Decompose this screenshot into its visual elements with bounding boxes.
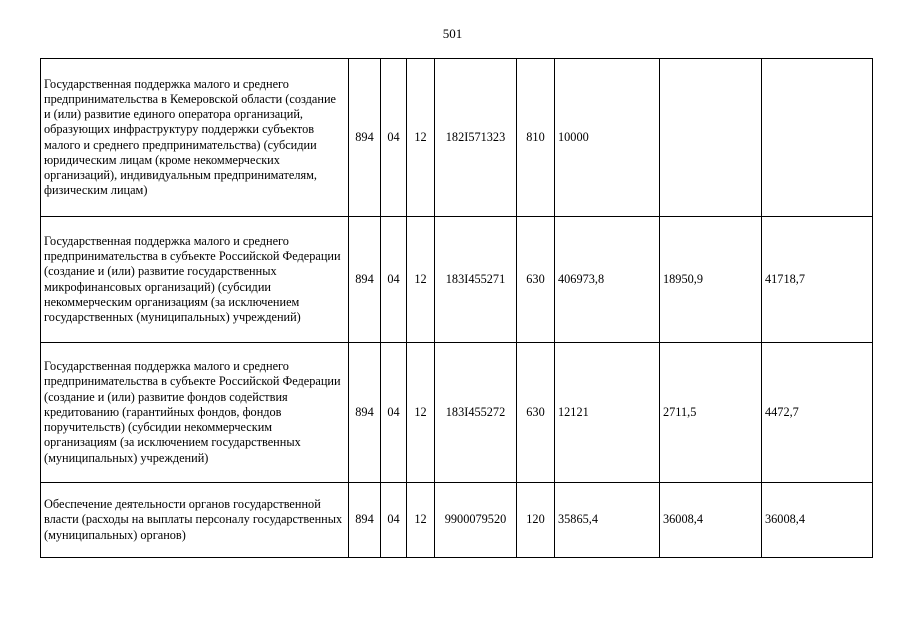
row-amount3 <box>762 59 873 217</box>
budget-table <box>40 58 873 558</box>
row-code1: 894 <box>349 217 381 343</box>
row-amount1: 12121 <box>555 343 660 483</box>
row-code2: 04 <box>381 59 407 217</box>
row-expense-type: 630 <box>517 217 555 343</box>
row-target-code: 183I455271 <box>435 217 517 343</box>
row-code2: 04 <box>381 343 407 483</box>
row-description: Государственная поддержка малого и среднего предпринимательства в субъекте Российской Федерации (создание и (или) развитие фондов содействия кредитованию (гарантийных фондов, фондов поручительств) (субсидии некоммерческим организациям (за исключением государственных (муниципальных) учреждений) <box>41 343 349 483</box>
row-code3: 12 <box>407 483 435 558</box>
row-code1: 894 <box>349 59 381 217</box>
row-code1: 894 <box>349 483 381 558</box>
row-amount1: 406973,8 <box>555 217 660 343</box>
row-expense-type: 630 <box>517 343 555 483</box>
table-row <box>41 483 873 558</box>
row-amount2: 18950,9 <box>660 217 762 343</box>
page-number: 501 <box>442 26 463 41</box>
table-row <box>41 343 873 483</box>
row-amount1: 35865,4 <box>555 483 660 558</box>
row-expense-type: 810 <box>517 59 555 217</box>
row-target-code: 182I571323 <box>435 59 517 217</box>
table-row <box>41 217 873 343</box>
row-amount2: 2711,5 <box>660 343 762 483</box>
row-amount3: 36008,4 <box>762 483 873 558</box>
row-description: Государственная поддержка малого и среднего предпринимательства в Кемеровской области (создание и (или) развитие единого оператора организаций, образующих инфраструктуру поддержки субъектов малого и среднего предпринимательства) (субсидии юридическим лицам (кроме некоммерческих организаций), индивидуальным предпринимателям, физическим лицам) <box>41 59 349 217</box>
row-target-code: 183I455272 <box>435 343 517 483</box>
row-code1: 894 <box>349 343 381 483</box>
row-amount3: 41718,7 <box>762 217 873 343</box>
row-code3: 12 <box>407 217 435 343</box>
row-amount2 <box>660 59 762 217</box>
table-row <box>41 59 873 217</box>
row-amount3: 4472,7 <box>762 343 873 483</box>
row-description: Обеспечение деятельности органов государственной власти (расходы на выплаты персоналу государственных (муниципальных) органов) <box>41 483 349 558</box>
row-amount1: 10000 <box>555 59 660 217</box>
row-code2: 04 <box>381 483 407 558</box>
row-description: Государственная поддержка малого и среднего предпринимательства в субъекте Российской Федерации (создание и (или) развитие государственных микрофинансовых организаций) (субсидии некоммерческим организациям (за исключением государственных (муниципальных) учреждений) <box>41 217 349 343</box>
row-expense-type: 120 <box>517 483 555 558</box>
row-code3: 12 <box>407 343 435 483</box>
row-code2: 04 <box>381 217 407 343</box>
row-code3: 12 <box>407 59 435 217</box>
row-amount2: 36008,4 <box>660 483 762 558</box>
row-target-code: 9900079520 <box>435 483 517 558</box>
